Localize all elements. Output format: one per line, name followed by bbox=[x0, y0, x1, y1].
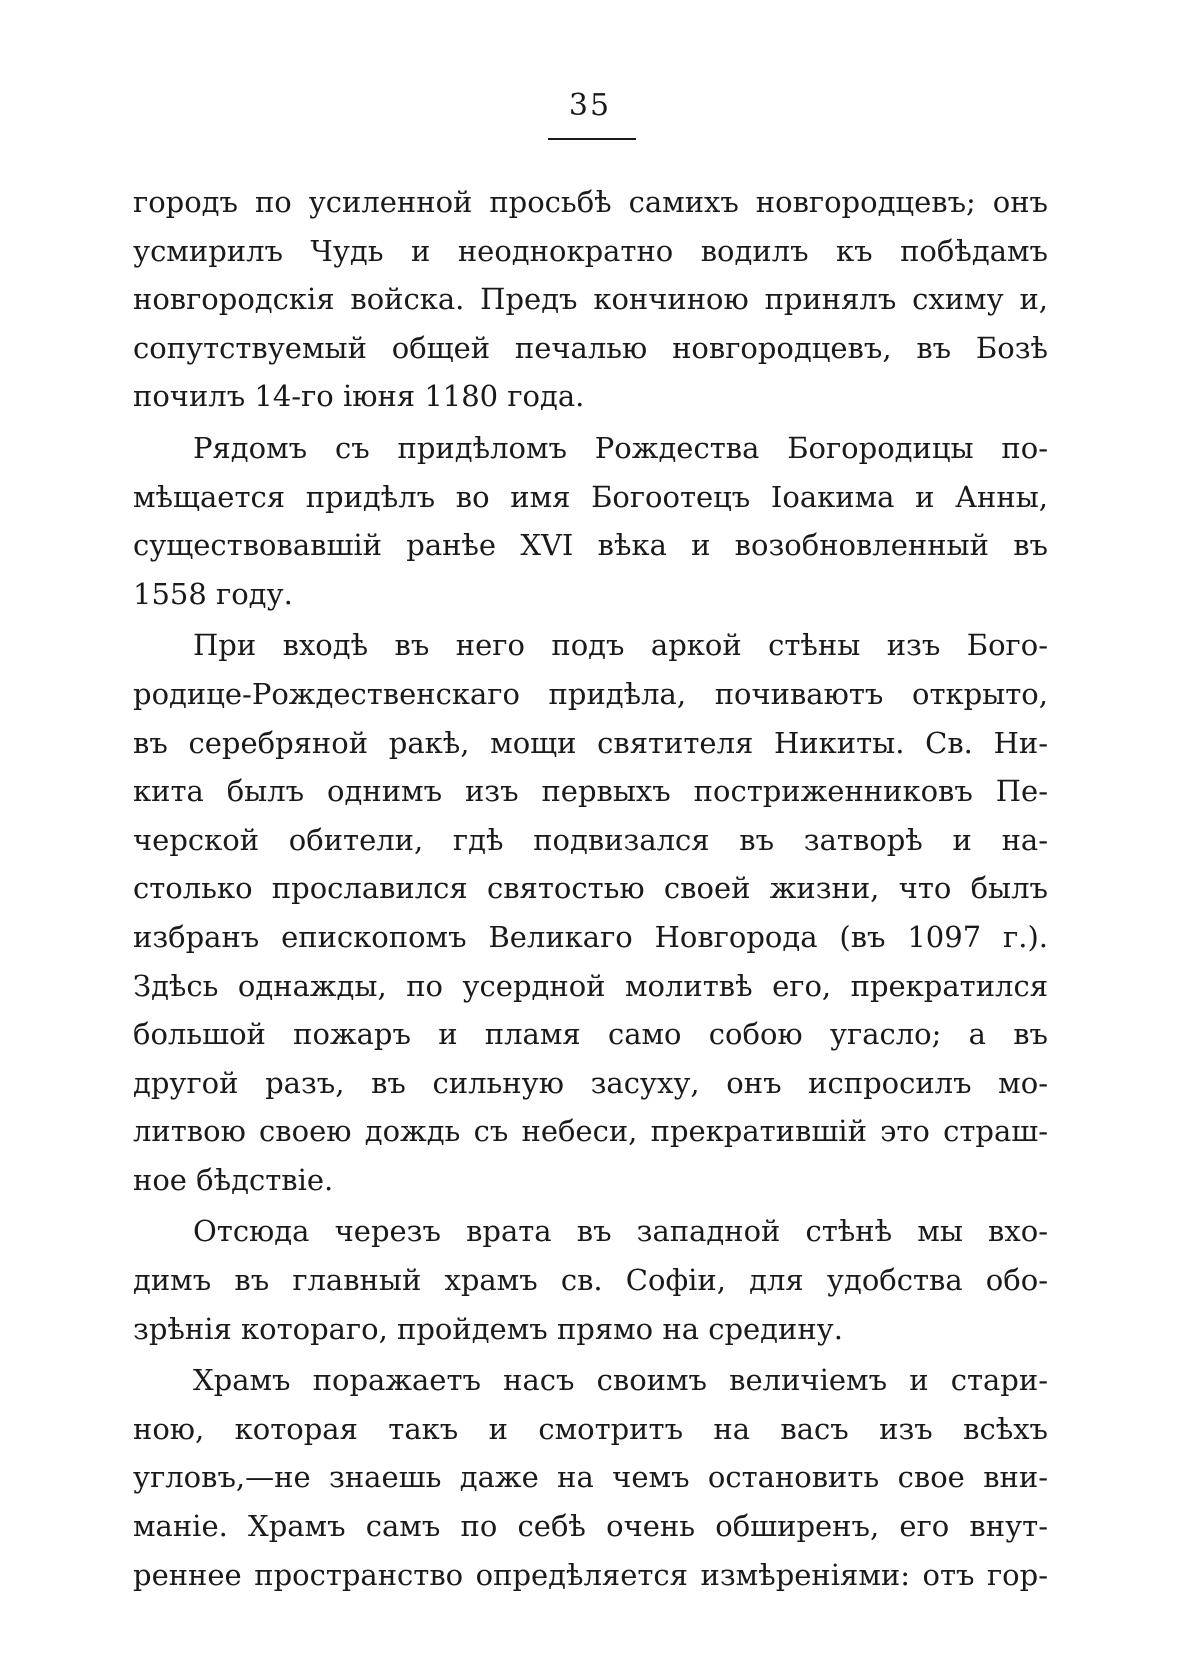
text-line: усмирилъ Чудь и неоднократно водилъ къ побѣдамъ bbox=[133, 233, 1048, 268]
text-line: въ серебряной ракѣ, мощи святителя Никиты. Св. Ни- bbox=[133, 725, 1048, 760]
text-line: димъ въ главный храмъ св. Софіи, для удобства обо- bbox=[133, 1263, 1048, 1298]
page-number: 35 bbox=[568, 88, 612, 123]
text-line: сопутствуемый общей печалью новгородцевъ, въ Бозѣ bbox=[133, 330, 1048, 365]
text-line: черской обители, гдѣ подвизался въ затворѣ и на- bbox=[133, 822, 1048, 857]
text-line: кита былъ однимъ изъ первыхъ постриженниковъ Пе- bbox=[133, 774, 1048, 809]
text-line: Храмъ поражаетъ насъ своимъ величіемъ и стари- bbox=[193, 1363, 1048, 1398]
text-line: почилъ 14-го іюня 1180 года. bbox=[133, 379, 585, 414]
paragraph bbox=[133, 424, 1048, 618]
text-line: реннее пространство опредѣляется измѣреніями: отъ гор- bbox=[133, 1557, 1048, 1592]
text-line: столько прославился святостью своей жизни, что былъ bbox=[133, 871, 1048, 906]
page-number-rule bbox=[548, 138, 636, 140]
text-line: городъ по усиленной просьбѣ самихъ новгородцевъ; онъ bbox=[133, 185, 1048, 219]
paragraph bbox=[133, 1207, 1048, 1353]
paragraph bbox=[133, 1356, 1048, 1599]
text-line: мѣщается придѣлъ во имя Богоотецъ Іоакима и Анны, bbox=[133, 479, 1048, 514]
text-line: большой пожаръ и пламя само собою угасло; а въ bbox=[133, 1017, 1048, 1052]
text-line: новгородскія войска. Предъ кончиною принялъ схиму и, bbox=[133, 282, 1048, 317]
text-line: Отсюда черезъ врата въ западной стѣнѣ мы вхо- bbox=[193, 1214, 1048, 1249]
text-line: ное бѣдствіе. bbox=[133, 1162, 334, 1197]
paragraph bbox=[133, 178, 1048, 421]
text-line: При входѣ въ него подъ аркой стѣны изъ Бого- bbox=[193, 628, 1048, 663]
paragraph bbox=[133, 621, 1048, 1204]
text-line: маніе. Храмъ самъ по себѣ очень обширенъ, его внут- bbox=[133, 1509, 1048, 1544]
text-line: Рядомъ съ придѣломъ Рождества Богородицы по- bbox=[193, 430, 1048, 465]
text-line: ною, которая такъ и смотритъ на васъ изъ всѣхъ bbox=[133, 1411, 1048, 1446]
text-line: литвою своею дождь съ небеси, прекратившій это страш- bbox=[133, 1114, 1048, 1149]
text-line: избранъ епископомъ Великаго Новгорода (въ 1097 г.). bbox=[133, 919, 1048, 954]
text-line: угловъ,—не знаешь даже на чемъ остановить свое вни- bbox=[133, 1460, 1048, 1495]
body-text bbox=[133, 178, 1048, 1599]
text-line: родице-Рождественскаго придѣла, почиваютъ открыто, bbox=[133, 676, 1048, 711]
text-line: зрѣнія котораго, пройдемъ прямо на средину. bbox=[133, 1311, 843, 1346]
text-line: другой разъ, въ сильную засуху, онъ испросилъ мо- bbox=[133, 1065, 1048, 1100]
text-line: 1558 году. bbox=[133, 576, 293, 611]
text-line: существовавшій ранѣе XVI вѣка и возобновленный въ bbox=[133, 528, 1048, 563]
text-line: Здѣсь однажды, по усердной молитвѣ его, прекратился bbox=[133, 968, 1048, 1003]
